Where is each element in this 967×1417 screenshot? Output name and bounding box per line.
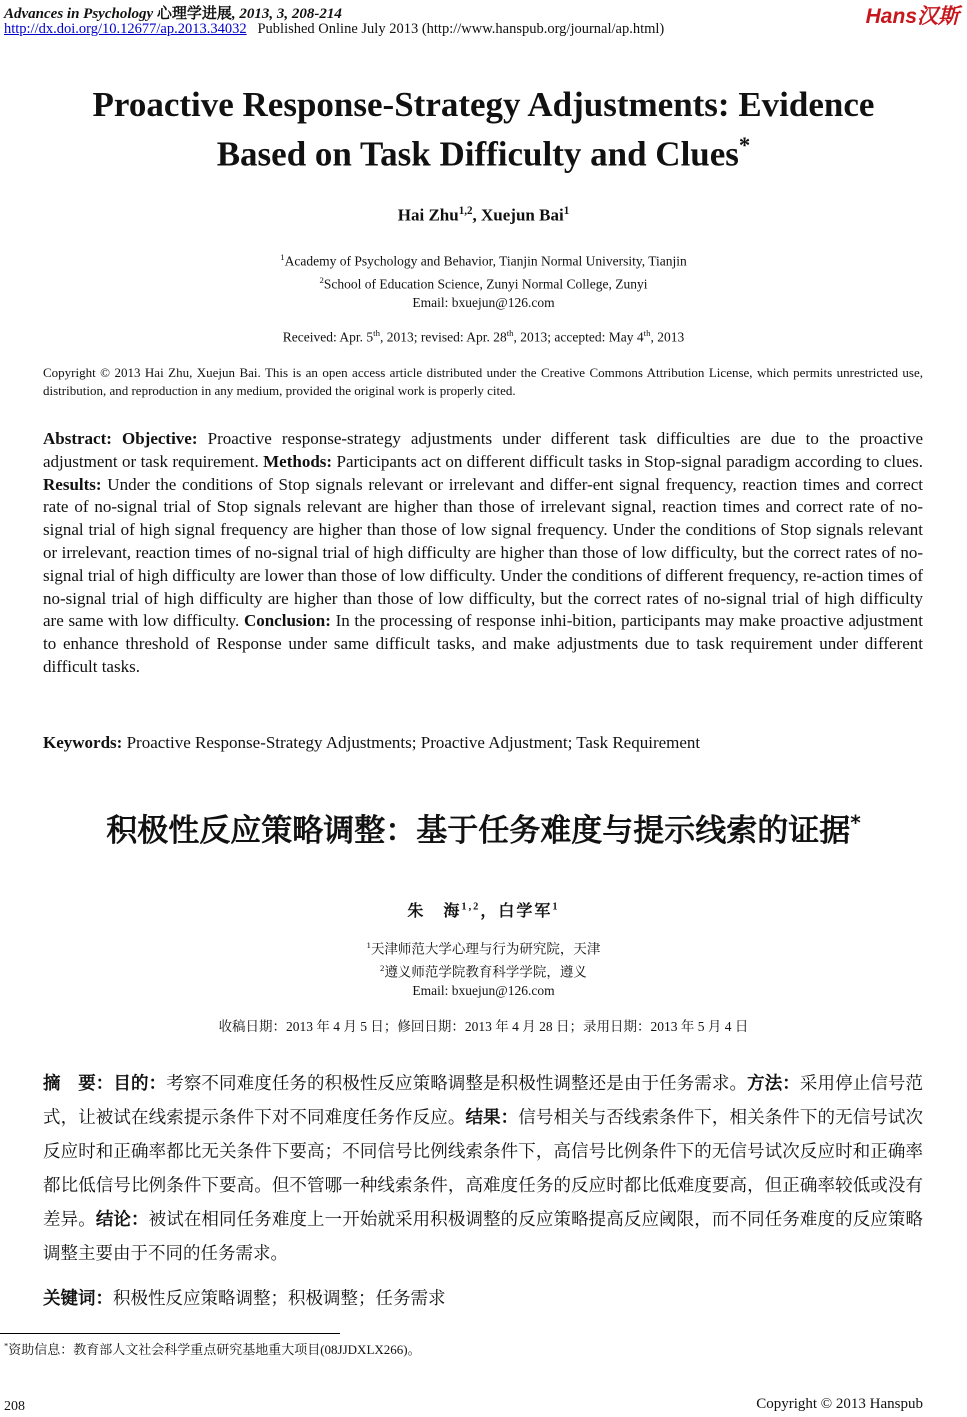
authors-cn: 朱 海$^{1,2}$，白学军$^1$ (407, 901, 560, 920)
journal-name-cn: 心理学进展 (156, 6, 232, 22)
doi-line (4, 21, 664, 38)
received-dates: Received: Apr. 5th, 2013; revised: Apr. 28th, 2013; accepted: May 4th, 2013 (282, 328, 685, 345)
copyright-notice: Copyright © 2013 Hai Zhu, Xuejun Bai. This is an open access article distributed under the Creative Commons Attribution License, which permits unrestricted use, distribution, and reproduction in any medium, provided the original work is properly cited. (43, 365, 923, 398)
page-number: 208 (4, 1399, 25, 1414)
dates-cn: 收稿日期：2013 年 4 月 5 日；修回日期：2013 年 4 月 28 日；录用日期：2013 年 5 月 4 日 (218, 1019, 749, 1034)
abstract-cn: 摘 要：目的：考察不同难度任务的积极性反应策略调整是积极性调整还是由于任务需求。方法：采用停止信号范式，让被试在线索提示条件下对不同难度任务作反应。结果：信号相关与否线索条件下，相关条件下的无信号试次反应时和正确率都比无关条件下要高；不同信号比例线索条件下，高信号比例条件下的无信号试次反应时和正确率都比低信号比例条件下要高。但不管哪一种线索条件，高难度任务的反应时都比低难度要高，但正确率较低或没有差异。结论：被试在相同任务难度上一开始就采用积极调整的反应策略提高反应阈限，而不同任务难度的反应策略调整主要由于不同的任务需求。 (43, 1073, 924, 1263)
authors: Hai Zhu$^{1,2}$, Xuejun Bai$^1$ (397, 205, 570, 225)
footer-copyright: Copyright © 2013 Hanspub (756, 1396, 923, 1412)
paper-title: Proactive Response-Strategy Adjustments: Evidence Based on Task Difficulty and Clues* (92, 85, 875, 174)
affiliations-cn: $^1$天津师范大学心理与行为研究院，天津 $^2$遵义师范学院教育科学学院，遵义 Email: bxuejun@126.com (0, 936, 967, 1000)
footnote: *资助信息：教育部人文社会科学重点研究基地重大项目(08JJDXLX266)。 (4, 1340, 421, 1357)
journal-name: Advances in Psychology (4, 6, 154, 22)
paper-title-cn: 积极性反应策略调整：基于任务难度与提示线索的证据* (106, 810, 861, 849)
published-info: Published Online July 2013 (http://www.hanspub.org/journal/ap.html) (257, 21, 665, 37)
hans-logo: Hans汉斯 (865, 5, 959, 28)
keywords-en: Keywords: Proactive Response-Strategy Adjustments; Proactive Adjustment; Task Requirement (43, 733, 701, 752)
keywords-cn: 关键词：积极性反应策略调整；积极调整；任务需求 (43, 1288, 446, 1308)
email: Email: bxuejun@126.com (412, 295, 555, 310)
email-cn: Email: bxuejun@126.com (412, 983, 555, 998)
journal-header (4, 2, 342, 23)
doi-link[interactable]: http://dx.doi.org/10.12677/ap.2013.34032 (4, 21, 247, 37)
citation: , 2013, 3, 208-214 (231, 6, 342, 22)
affiliations: $^1$Academy of Psychology and Behavior, Tianjin Normal University, Tianjin $^2$School of Education Science, Zunyi Normal College, Zunyi Email: bxuejun@126.com (0, 248, 967, 312)
abstract-en: Abstract: Objective: Proactive response-strategy adjustments under different task difficulties are due to the proactive adjustment or task requirement. Methods: Participants act on different difficult tasks in Stop-signal paradigm according to clues. Results: Under the conditions of Stop signals relevant or irrelevant and differ-ent signal frequency, reaction times and correct rate of no-signal trial of Stop signals relevant are higher than those of irrelevant signal, reaction times and correct rate of no-signal trial of high signal frequency are higher than those of low signal frequency. Under the conditions of Stop signals relevant or irrelevant, reaction times of no-signal trial of high difficulty are higher than those of low difficulty, but the correct rates of no-signal trial of high difficulty are lower than those of low difficulty. Under the conditions of different frequency, re-action times of no-signal trial of high difficulty are higher than those of low difficulty, but the correct rates of no-signal trial of high difficulty are same with low difficulty. Conclusion: In the processing of response inhi-bition, participants may make proactive adjustment to enhance threshold of Response under same difficult tasks, and make adjustments due to task requirement under different difficult tasks. (43, 429, 924, 676)
footnote-divider (0, 1333, 340, 1334)
